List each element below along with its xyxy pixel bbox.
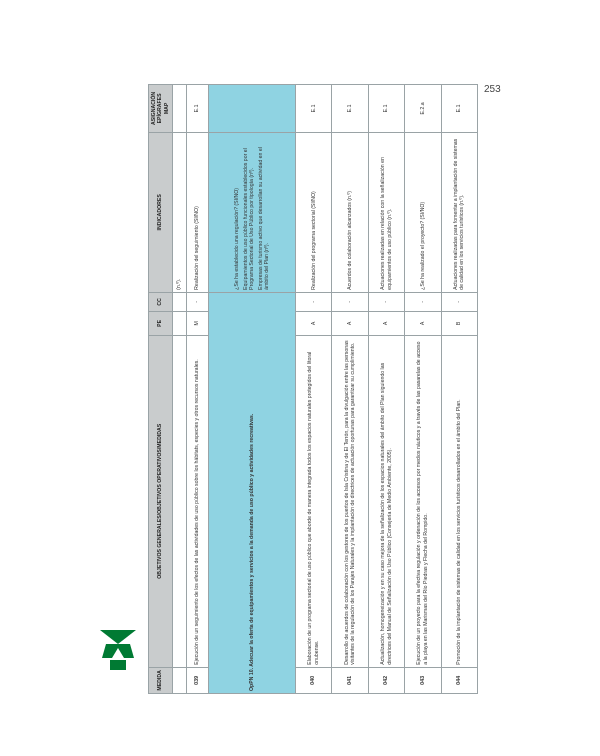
cell-cc: -	[332, 292, 368, 311]
cell-empty	[172, 311, 186, 335]
cell-empty	[209, 85, 296, 133]
cell-code: 043	[405, 667, 441, 693]
cell-cc: -	[405, 292, 441, 311]
cell-measure: Elaboración de un programa sectorial de uso público que aborde de manera integrada todos los espacios naturales protegidos del litoral onubense.	[296, 335, 332, 667]
table-row	[405, 85, 441, 694]
header-indicadores: INDICADORES	[149, 132, 173, 292]
table-row	[296, 85, 332, 694]
table-row	[368, 85, 404, 694]
cell-pe: B	[441, 311, 477, 335]
page-number: 253	[484, 84, 501, 95]
header-medida: MEDIDA	[149, 667, 173, 693]
table-row	[186, 85, 209, 694]
table-row-goal	[209, 85, 296, 694]
table-row	[441, 85, 477, 694]
cell-code: 042	[368, 667, 404, 693]
indicator-item: Realización del seguimiento (SI/NO)	[194, 206, 201, 290]
cell-measure: Ejecución de un seguimiento de los efectos de las actividades de uso público sobre los hábitats, especies y otros recursos naturales.	[186, 335, 209, 667]
cell-indicators	[332, 132, 368, 292]
cell-indicators	[441, 132, 477, 292]
table-header-row	[149, 85, 173, 694]
cell-epigrafe: E.1	[332, 85, 368, 133]
indicator-item: Actuaciones realizadas en relación con la señalización en equipamientos de uso público (n.º).	[380, 157, 393, 290]
cell-cc: -	[186, 292, 209, 311]
cell-pe: M	[186, 311, 209, 335]
junta-andalucia-logo	[100, 628, 136, 672]
cell-pe: A	[296, 311, 332, 335]
rotated-table-wrapper	[148, 84, 478, 694]
cell-measure: Promoción de la implantación de sistemas de calidad en los servicios turísticos desarrollados en el ámbito del Plan.	[441, 335, 477, 667]
cell-epigrafe: E.1	[296, 85, 332, 133]
header-epigrafes: ASIGNACIÓN EPÍGRAFES MAP	[149, 85, 173, 133]
cell-indicators	[405, 132, 441, 292]
indicator-item: Acuerdos de colaboración alcanzados (n.º)	[346, 191, 353, 290]
cell-code: 039	[186, 667, 209, 693]
cell-empty	[172, 85, 186, 133]
cell-empty	[172, 667, 186, 693]
header-objetivos: OBJETIVOS GENERALES/OBJETIVOS OPERATIVOS/MEDIDAS	[149, 335, 173, 667]
cell-empty	[172, 335, 186, 667]
cell-empty	[172, 292, 186, 311]
cell-code: 044	[441, 667, 477, 693]
cell-indicators	[296, 132, 332, 292]
cell-measure: Ejecución de un proyecto para la efectiva regulación y ordenación de los accesos por medios náuticos y a través de las pasarelas de acceso a la playa en las Marismas del Río Piedras y Flecha del Rompido.	[405, 335, 441, 667]
measures-table	[148, 84, 478, 694]
cell-indicators	[368, 132, 404, 292]
cell-goal: OpPN 10. Adecuar la oferta de equipamientos y servicios a la demanda de uso público y actividades recreativas.	[209, 292, 296, 693]
indicator-item: Actuaciones realizadas para fomentar a implantación de sistemas de calidad en los servicios turísticos (n.º).	[452, 138, 466, 290]
table-row	[332, 85, 368, 694]
cell-epigrafe: E.2.a	[405, 85, 441, 133]
cell-indicators	[209, 132, 296, 292]
cell-code: 040	[296, 667, 332, 693]
cell-cc: -	[441, 292, 477, 311]
cell-pe: A	[332, 311, 368, 335]
cell-indicator-continuation: (n.º).	[172, 132, 186, 292]
cell-cc: -	[368, 292, 404, 311]
header-cc: CC	[149, 292, 173, 311]
header-pe: PE	[149, 311, 173, 335]
indicator-item: ¿Se ha establecido una regulación? (SI/NO)	[234, 188, 241, 290]
cell-epigrafe: E.1	[441, 85, 477, 133]
cell-code: 041	[332, 667, 368, 693]
table-row-continuation	[172, 85, 186, 694]
indicator-item: Equipamientos de uso público funcionales establecidos por el Programa Sectorial de Uso Público por tipología (nº).	[242, 148, 256, 290]
indicator-item: Realización del programa sectorial (SI/NO)	[310, 191, 317, 290]
cell-cc: -	[296, 292, 332, 311]
cell-indicators	[186, 132, 209, 292]
cell-pe: A	[368, 311, 404, 335]
cell-pe: A	[405, 311, 441, 335]
indicator-item: Empresas de turismo activo que desarrollan su actividad en el ámbito del Plan (nº).	[257, 147, 271, 290]
cell-measure: Actualización, homogeneización y en su caso mejora de la señalización de los espacios naturales del ámbito del Plan siguiendo las directrices del Manual de Señalización de Uso Público (Consejería de Medio Ambiente, 2005).	[368, 335, 404, 667]
cell-epigrafe: E.1	[186, 85, 209, 133]
cell-measure: Desarrollo de acuerdos de colaboración con los gestores de los puertos de Isla Cristina y de El Terrón, para la divulgación entre las personas visitantes de la regulación de los Parajes Naturales y la implantación de directrices de actuación oportunas para garantizar su cumplimiento.	[332, 335, 368, 667]
cell-epigrafe: E.1	[368, 85, 404, 133]
indicator-item: ¿Se ha realizado el proyecto? (SI/NO)	[419, 201, 426, 290]
